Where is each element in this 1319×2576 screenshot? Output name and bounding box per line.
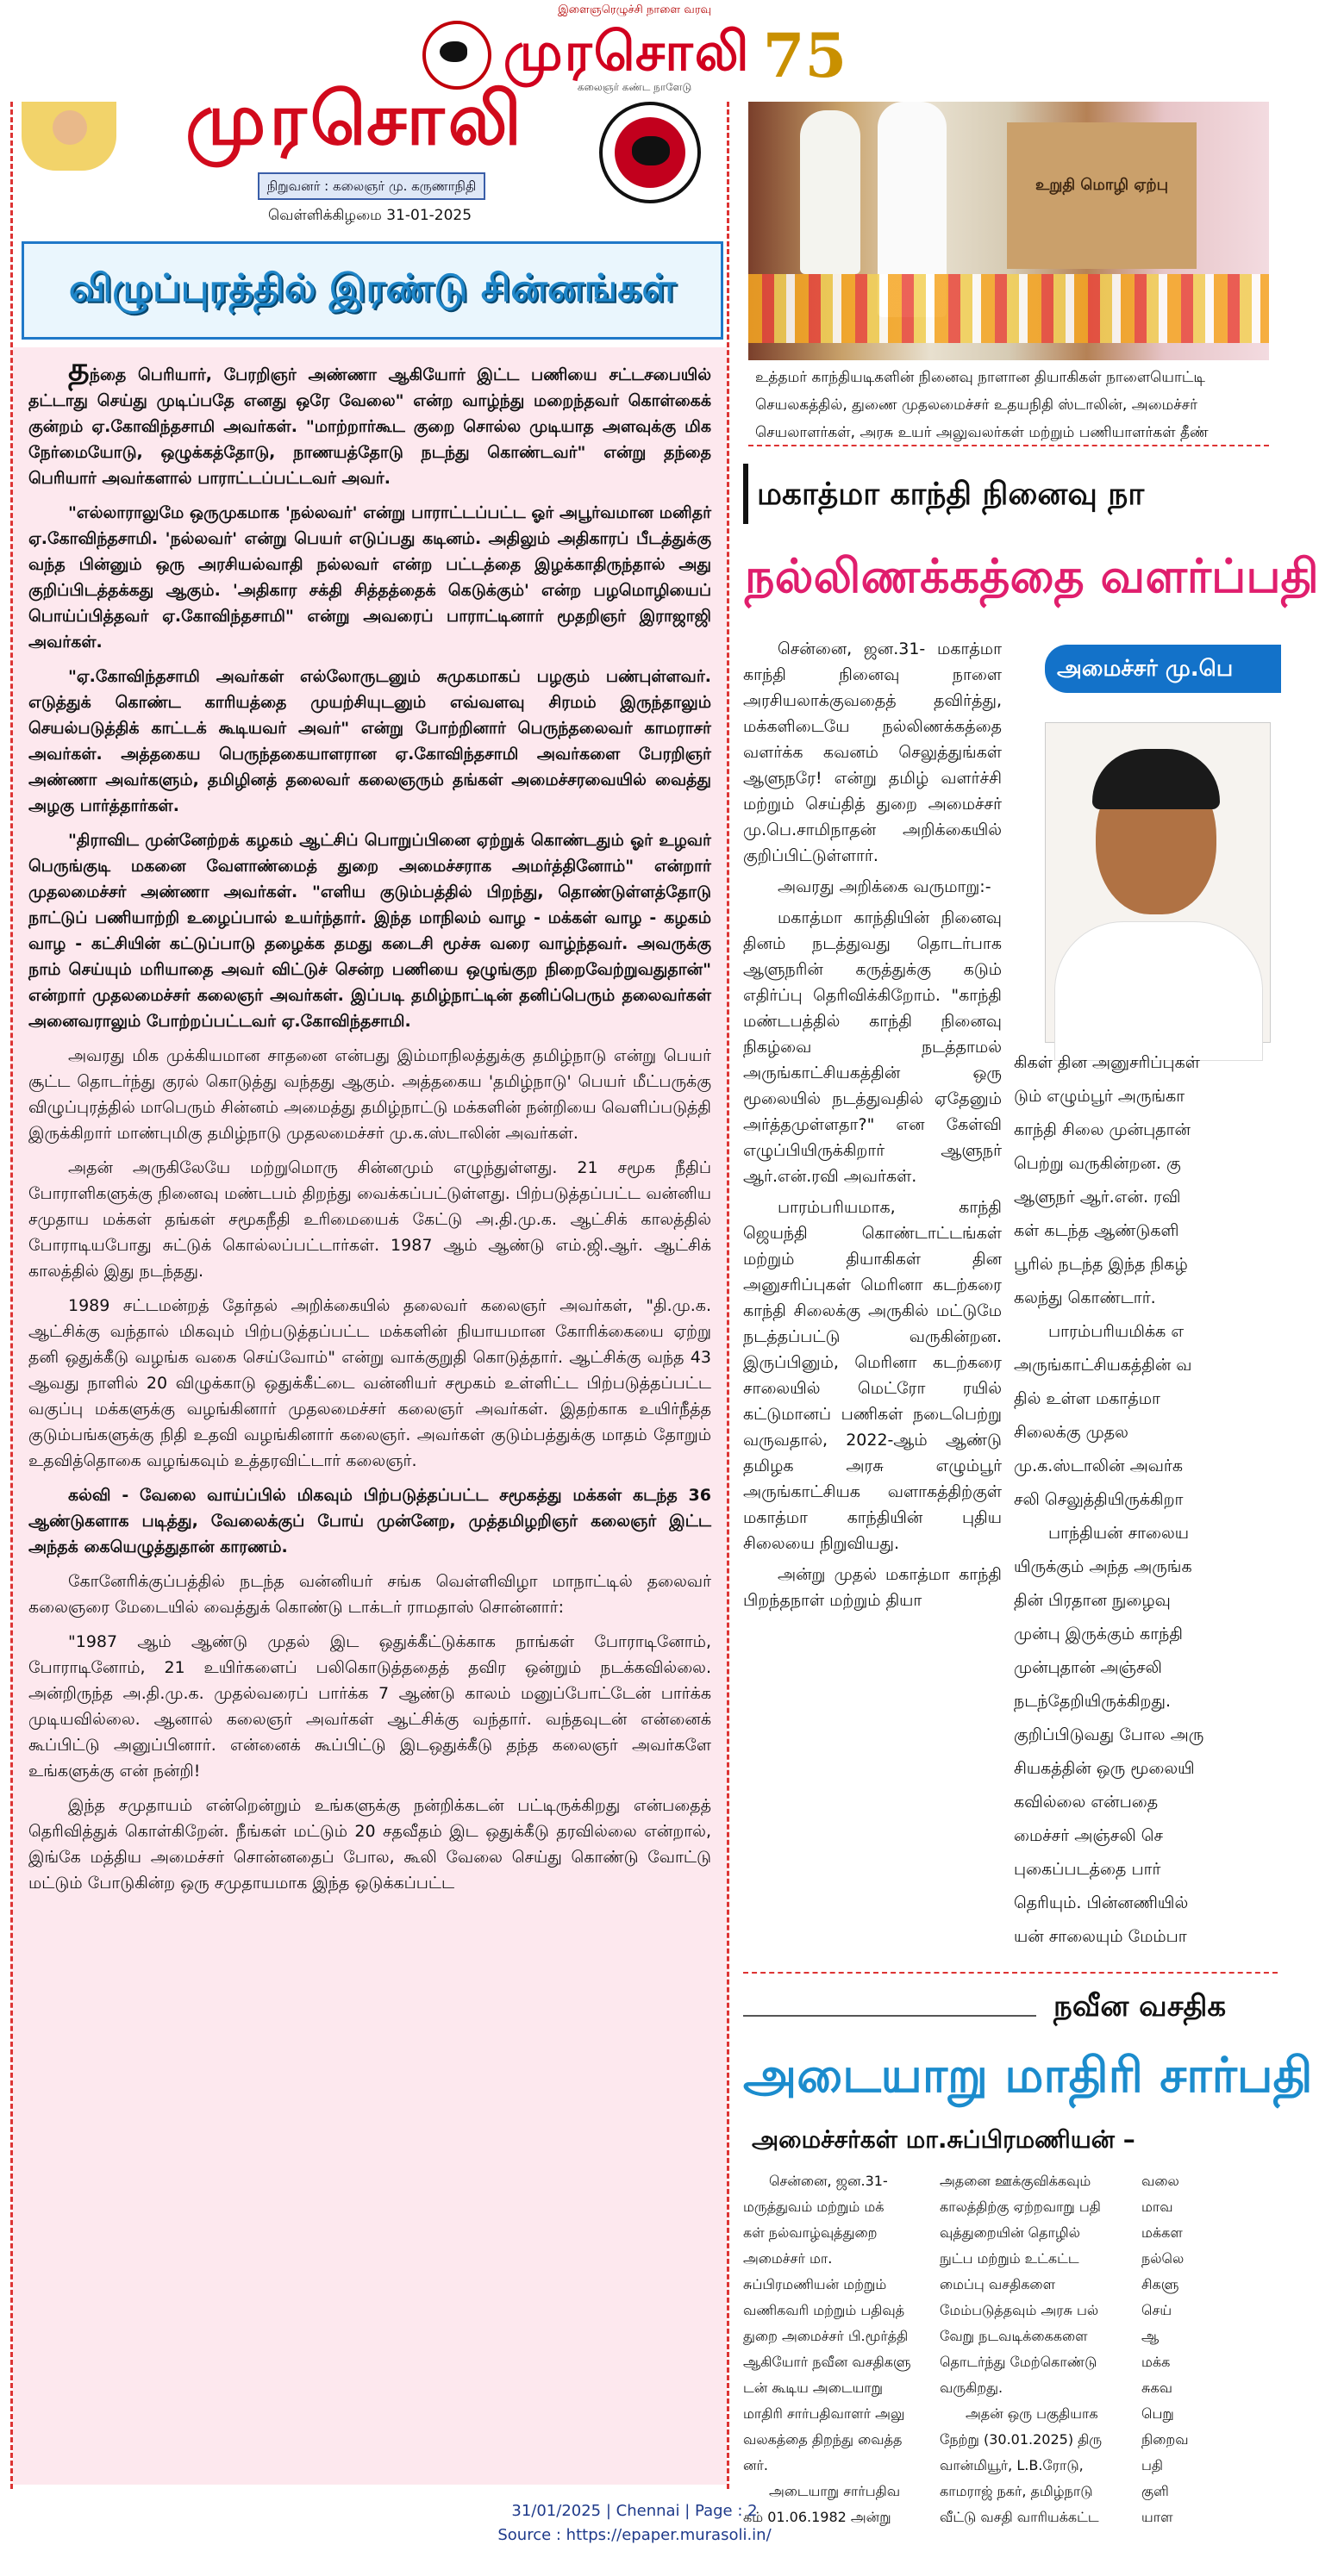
editorial-paragraph: "ஏ.கோவிந்தசாமி அவர்கள் எல்லோருடனும் சுமுகமாகப் பழகும் பண்புள்ளவர். எடுத்துக் கொண்ட காரியத்தை முயற்சியுடனும் எவ்வளவு சிரமம் இருந்தாலும் செயல்படுத்திக் காட்டக் கூடியவர் அவர்" என்று போற்றினார் பெருந்தலைவர் காமராசர் அவர்கள். அத்தகைய பெருந்தகையாளரான ஏ.கோவிந்தசாமி அவர்களை பேரறிஞர் அண்ணா அவர்களும், தமிழினத் தலைவர் கலைஞரும் தங்கள் அமைச்சரவையில் வைத்து அழகு பார்த்தார்கள். [28, 667, 711, 815]
news-body-column-1[interactable] [743, 636, 1002, 1963]
news-line: சுகவ [1141, 2380, 1172, 2396]
news-line: யாள [1141, 2509, 1173, 2525]
editorial-paragraph: 1989 சட்டமன்றத் தேர்தல் அறிக்கையில் தலைவர் கலைஞர் அவர்கள், "தி.மு.க. ஆட்சிக்கு வந்தால் மிகவும் பிற்படுத்தப்பட்ட மக்களின் நியாயமான கோரிக்கையை ஏற்று தனி ஒதுக்கீடு வழங்க வகை செய்வோம்" என்று வாக்குறுதி கொடுத்தார். ஆட்சிக்கு வந்த 43 ஆவது நாளில் 20 விழுக்காடு ஒதுக்கீட்டை வன்னியர் சமூகம் உள்ளிட்ட பிற்படுத்தப்பட்ட வகுப்பு மக்களுக்கு வழங்கினார் முதலமைச்சர் கலைஞர் அவர்கள். இதற்காக உயிர்நீத்த குடும்பங்களுக்கு நிதி உதவி வழங்கினார் கலைஞர். அவர்கள் குடும்பத்துக்கு மாதம் தோறும் உதவித்தொகை வழங்கவும் உத்தரவிட்டார் கலைஞர். [28, 1296, 711, 1470]
news-line: அதனை ஊக்குவிக்கவும் [940, 2173, 1091, 2189]
editorial-headline[interactable]: விழுப்புரத்தில் இரண்டு சின்னங்கள் [22, 241, 723, 340]
editorial-paragraph: அவரது மிக முக்கியமான சாதனை என்பது இம்மாநிலத்துக்கு தமிழ்நாடு என்று பெயர் சூட்ட தொடர்ந்து குரல் கொடுத்து வந்தது ஆகும். அத்தகைய 'தமிழ்நாடு' பெயர் மீட்பருக்கு விழுப்புரத்தில் மாபெரும் சின்னம் அமைத்து தமிழ்நாட்டு மக்களின் நன்றியை வெளிப்படுத்தி இருக்கிறார் மாண்புமிகு தமிழ்நாடு முதலமைச்சர் மு.க.ஸ்டாலின் அவர்கள். [28, 1046, 711, 1143]
news-line: மருத்துவம் மற்றும் மக் [743, 2199, 885, 2215]
news-line: மைச்சர் அஞ்சலி செ [1014, 1826, 1164, 1845]
news-line: தில் உள்ள மகாத்மா [1014, 1389, 1160, 1408]
news-line: வலகத்தை திறந்து வைத்த [743, 2431, 903, 2448]
news-line: குளி [1141, 2483, 1169, 2499]
logo-subtitle: கலைஞர் கண்ட நாளேடு [577, 81, 692, 93]
news-paragraph: மகாத்மா காந்தியின் நினைவு தினம் நடத்துவது தொடர்பாக ஆளுநரின் கருத்துக்கு கடும் எதிர்ப்பு தெரிவிக்கிறோம். "காந்தி மண்டபத்தில் காந்தி நினைவு நிகழ்வை நடத்தாமல் அருங்காட்சியகத்தின் ஒரு மூலையில் நடத்துவதில் ஏதேனும் அர்த்தமுள்ளதா?" என கேள்வி எழுப்பியிருக்கிறார் ஆளுநர் ஆர்.என்.ரவி அவர்கள். [743, 908, 1002, 1186]
news-line: வுத்துறையின் தொழில் [940, 2224, 1080, 2241]
news-line: மாவ [1141, 2199, 1173, 2215]
news-line: பெறு [1141, 2405, 1174, 2422]
news-line: நிறைவ [1141, 2431, 1189, 2448]
news-line: தெரியும். பின்னணியில் [1014, 1893, 1189, 1912]
news-line: யன் சாலையும் மேம்பா [1014, 1927, 1187, 1946]
news-line: பதி [1141, 2457, 1164, 2473]
news-line: முன்பு இருக்கும் காந்தி [1014, 1625, 1183, 1644]
poet-illustration-icon [22, 102, 116, 171]
news-line: வேறு நடவடிக்கைகளை [940, 2328, 1088, 2344]
news-line: கிகள் தின அனுசரிப்புகள் [1014, 1053, 1200, 1072]
editorial-paragraph: இந்த சமுதாயம் என்றென்றும் உங்களுக்கு நன்றிக்கடன் பட்டிருக்கிறது என்பதைத் தெரிவித்துக் கொள்கிறேன். நீங்கள் மட்டும் 20 சதவீதம் இட ஒதுக்கீடு தரவில்லை என்றால், இங்கே மத்திய அமைச்சர் சொன்னதைப் போல, கூலி வேலை செய்து கொண்டு வோட்டு மட்டும் போடுகின்ற ஒரு சமுதாயமாக இந்த ஒடுக்கப்பட்ட [28, 1796, 711, 1893]
news-line: வணிகவரி மற்றும் பதிவுத் [743, 2302, 905, 2318]
pledge-board-text: உறுதி மொழி ஏற்பு [1035, 176, 1168, 194]
flower-decoration-icon [748, 274, 1269, 343]
section-heading-gandhi: மகாத்மா காந்தி நினைவு நா [743, 464, 1291, 524]
news-line: மேம்படுத்தவும் அரசு பல் [940, 2302, 1099, 2318]
news-line: சிகளு [1141, 2276, 1179, 2292]
news-line: ஆளுநர் ஆர்.என். ரவி [1014, 1188, 1181, 1207]
anniversary-badge: 75 [762, 19, 847, 91]
news-line: பாரம்பரியமிக்க எ [1048, 1322, 1185, 1341]
caption-line: செயலாளர்கள், அரசு உயர் அலுவலர்கள் மற்றும் பணியாளர்கள் தீண் [755, 424, 1209, 441]
news-line: னர். [743, 2457, 768, 2473]
news-line: அதன் ஒரு பகுதியாக [966, 2405, 1098, 2422]
news-line: கலந்து கொண்டார். [1014, 1288, 1156, 1307]
source-link[interactable]: Source : https://epaper.murasoli.in/ [497, 2526, 772, 2544]
editorial-paragraph: "எல்லாராலுமே ஒருமுகமாக 'நல்லவர்' என்று பாராட்டப்பட்ட ஓர் அபூர்வமான மனிதர் ஏ.கோவிந்தசாமி. 'நல்லவர்' என்று பெயர் எடுப்பது கடினம். அதிலும் அதிகாரப் பீடத்துக்கு வந்த பின்னும் ஒரு அரசியல்வாதி நல்லவர் என்ற பட்டத்தை இழக்காதிருந்தால் அது குறிப்பிடத்தக்கது ஆகும். 'அதிகார சக்தி சித்தத்தைக் கெடுக்கும்' என்ற பழமொழியைப் பொய்ப்பித்தவர் ஏ.கோவிந்தசாமி" என்று அவரைப் பாராட்டினார் மூதறிஞர் இராஜாஜி அவர்கள். [28, 503, 711, 652]
news-column [743, 102, 1319, 2525]
news-line: யிருக்கும் அந்த அருங்க [1014, 1557, 1192, 1576]
news-body-column-3c[interactable] [1141, 2170, 1269, 2525]
news-line: வலை [1141, 2173, 1179, 2189]
section-divider [743, 1972, 1278, 1974]
news-paragraph: சென்னை, ஜன.31- மகாத்மா காந்தி நினைவு நாளை அரசியலாக்குவதைத் தவிர்த்து, மக்களிடையே நல்லிணக்கத்தை வளர்க்க கவனம் செலுத்துங்கள் ஆளுநரே! என்று தமிழ் வளர்ச்சி மற்றும் செய்தித் துறை அமைச்சர் மு.பெ.சாமிநாதன் அறிக்கையில் குறிப்பிட்டுள்ளார். [743, 639, 1002, 865]
news-line: நுட்ப மற்றும் உட்கட்ட [940, 2250, 1079, 2267]
news-line: தின் பிரதான நுழைவு [1014, 1591, 1171, 1610]
news-line: ஆகியோர் நவீன வசதிகளு [743, 2354, 911, 2370]
editorial-paragraph: கல்வி - வேலை வாய்ப்பில் மிகவும் பிற்படுத்தப்பட்ட சமூகத்து மக்கள் கடந்த 36 ஆண்டுகளாக படித்து, வேலைக்குப் போய் முன்னேற, முத்தமிழறிஞர் கலைஞர் இட்ட அந்தக் கையெழுத்துதான் காரணம். [28, 1486, 711, 1556]
news-line: அருங்காட்சியகத்தின் வ [1014, 1356, 1192, 1375]
news-line: சிலைக்கு முதல [1014, 1423, 1128, 1442]
news-line: நல்லெ [1141, 2250, 1185, 2267]
pledge-board [1007, 122, 1197, 269]
masthead-title: முரசொலி [185, 76, 525, 161]
news-headline-adyar[interactable]: அடையாறு மாதிரி சார்பதி [743, 2047, 1313, 2104]
news-line: கம் 01.06.1982 அன்று [743, 2509, 891, 2525]
editorial-paragraph: அதன் அருகிலேயே மற்றுமொரு சின்னமும் எழுந்துள்ளது. 21 சமூக நீதிப் போராளிகளுக்கு நினைவு மண்டபம் திறந்து வைக்கப்பட்டுள்ளது. பிற்படுத்தப்பட்ட வன்னிய சமுதாய மக்கள் தங்கள் சமூகநீதி உரிமையைக் கேட்டு அ.தி.மு.க. ஆட்சிக் காலத்தில் போராடியபோது சுட்டுக் கொல்லப்பட்டார்கள். 1987 ஆம் ஆண்டு எம்.ஜி.ஆர். ஆட்சிக் காலத்தில் இது நடந்தது. [28, 1158, 711, 1281]
news-line: சென்னை, ஜன.31- [769, 2173, 888, 2189]
news-line: சியகத்தின் ஒரு மூலையி [1014, 1759, 1195, 1778]
news-line: காலத்திற்கு ஏற்றவாறு பதி [940, 2199, 1101, 2215]
news-line: டன் கூடிய அடையாறு [743, 2380, 884, 2396]
news-line: சுப்பிரமணியன் மற்றும் [743, 2276, 887, 2292]
news-line: கள் நல்வாழ்வுத்துறை [743, 2224, 878, 2241]
news-line: பூரில் நடந்த இந்த நிகழ் [1014, 1255, 1188, 1274]
news-line: குறிப்பிடுவது போல அரு [1014, 1725, 1204, 1744]
news-line: மக்க [1141, 2354, 1171, 2370]
news-body-column-3a[interactable] [743, 2170, 928, 2525]
news-line: நேற்று (30.01.2025) திரு [940, 2431, 1103, 2448]
page-footer [0, 2499, 1269, 2568]
minister-portrait [1045, 722, 1271, 1043]
logo-tagline: இளைஞரெழுச்சி நாளை வரவு [558, 3, 711, 16]
news-line: புகைப்படத்தை பார் [1014, 1860, 1161, 1879]
news-line: நடந்தேறியிருக்கிறது. [1014, 1692, 1171, 1711]
news-line: காமராஜ் நகர், தமிழ்நாடு [940, 2483, 1093, 2499]
editorial-paragraph: "திராவிட முன்னேற்றக் கழகம் ஆட்சிப் பொறுப்பினை ஏற்றுக் கொண்டதும் ஓர் உழவர் பெருங்குடி மகனை வேளாண்மைத் துறை அமைச்சராக அமர்த்தினோம்" என்றார் முதலமைச்சர் அண்ணா அவர்கள். "எளிய குடும்பத்தில் பிறந்து, தொண்டுள்ளத்தோடு நாட்டுப் பணியாற்றி உழைப்பால் உயர்ந்தார். இந்த மாநிலம் வாழ - மக்கள் வாழ - கழகம் வாழ - கட்சியின் கட்டுப்பாடு தழைக்க தமது கடைசி மூச்சு வரை வாழ்ந்தவர். அவருக்கு நாம் செய்யும் மரியாதை அவர் விட்டுச் சென்ற பணியை ஒழுங்குற நிறைவேற்றுவதுதான்" என்றார் முதலமைச்சர் கலைஞர் அவர்கள். இப்படி தமிழ்நாட்டின் தனிப்பெரும் தலைவர்கள் அனைவராலும் போற்றப்பட்டவர் ஏ.கோவிந்தசாமி. [28, 831, 711, 1031]
news-paragraph: பாரம்பரியமாக, காந்தி ஜெயந்தி கொண்டாட்டங்கள் மற்றும் தியாகிகள் தின அனுசரிப்புகள் மெரினா கடற்கரை காந்தி சிலைக்கு அருகில் மட்டுமே நடத்தப்பட்டு வருகின்றன. இருப்பினும், மெரினா கடற்கரை சாலையில் மெட்ரோ ரயில் கட்டுமானப் பணிகள் நடைபெற்று வருவதால், 2022-ஆம் ஆண்டு தமிழக அரசு எழும்பூர் அருங்காட்சியக வளாகத்திற்குள் மகாத்மா காந்தியின் புதிய சிலையை நிறுவியது. [743, 1198, 1002, 1553]
caption-line: செயலகத்தில், துணை முதலமைச்சர் உதயநிதி ஸ்டாலின், அமைச்சர் [755, 396, 1198, 414]
issue-date: வெள்ளிக்கிழமை 31-01-2025 [267, 207, 472, 224]
news-line: கள் கடந்த ஆண்டுகளி [1014, 1221, 1179, 1240]
portrait-body-icon [1054, 921, 1263, 1061]
news-line: செய் [1141, 2302, 1172, 2318]
portrait-hair-icon [1092, 749, 1220, 809]
editorial-paragraph: தந்தை பெரியார், பேரறிஞர் அண்ணா ஆகியோர் இட்ட பணியை சட்டசபையில் தட்டாது செய்து முடிப்பதே எனது ஒரே வேலை" என்ற வாழ்ந்து மறைந்தவர் கொள்கைக் குன்றம் ஏ.கோவிந்தசாமி அவர்கள். "மாற்றார்கூட குறை சொல்ல முடியாத அளவுக்கு மிக நேர்மையோடு, ஒழுக்கத்தோடு, நாணயத்தோடு நடந்து கொண்டவர்" என்று தந்தை பெரியார் அவர்களால் பாராட்டப்பட்டவர் அவர். [28, 350, 711, 488]
news-line: துறை அமைச்சர் பி.மூர்த்தி [743, 2328, 909, 2344]
news-line: மு.க.ஸ்டாலின் அவர்க [1014, 1456, 1183, 1475]
page-info: 31/01/2025 | Chennai | Page : 2 [511, 2502, 758, 2520]
caption-line: உத்தமர் காந்தியடிகளின் நினைவு நாளான தியாகிகள் நாளையொட்டி [755, 369, 1205, 386]
news-line: பாந்தியன் சாலைய [1048, 1524, 1190, 1543]
news-line: தொடர்ந்து மேற்கொண்டு [940, 2354, 1097, 2370]
party-emblem-icon [599, 102, 701, 203]
news-line: ஆ [1141, 2328, 1160, 2344]
news-line: காந்தி சிலை முன்புதான் [1014, 1120, 1191, 1139]
news-line: வீட்டு வசதி வாரியக்கட்ட [940, 2509, 1099, 2525]
editorial-paragraph: "1987 ஆம் ஆண்டு முதல் இட ஒதுக்கீட்டுக்காக நாங்கள் போராடினோம், போராடினோம், 21 உயிர்களைப் பலிகொடுத்ததைத் தவிர ஒன்றும் நடக்கவில்லை. அன்றிருந்த அ.தி.மு.க. முதல்வரைப் பார்க்க 7 ஆண்டு காலம் மனுப்போட்டேன் பார்க்க முடியவில்லை. ஆனால் கலைஞர் அவர்கள் ஆட்சிக்கு வந்தார். வந்தவுடன் என்னைக் கூப்பிட்டு அனுப்பினார். என்னைக் கூப்பிட்டு இடஒதுக்கீடு தந்த கலைஞர் அவர்களே உங்களுக்கு என் நன்றி! [28, 1632, 711, 1781]
news-paragraph: அவரது அறிக்கை வருமாறு:- [778, 877, 991, 896]
news-line: அடையாறு சார்பதிவ [769, 2483, 901, 2499]
news-line: வருகிறது. [940, 2380, 1003, 2396]
event-photo[interactable] [748, 102, 1269, 360]
news-line: வான்மியூர், L.B.ரோடு, [940, 2457, 1084, 2473]
news-line: சலி செலுத்தியிருக்கிறா [1014, 1490, 1184, 1509]
editorial-body[interactable] [13, 347, 727, 2485]
founder-label: நிறுவனர் : கலைஞர் மு. கருணாநிதி [258, 172, 485, 200]
news-line: மாதிரி சார்பதிவாளர் அலு [743, 2405, 905, 2422]
minister-tag: அமைச்சர் மு.பெ [1045, 645, 1281, 693]
news-body-column-2[interactable] [1014, 1050, 1269, 1963]
section-heading-facilities: நவீன வசதிக [743, 1980, 1278, 2032]
news-subheadline-ministers: அமைச்சர்கள் மா.சுப்பிரமணியன் – [752, 2125, 1135, 2154]
news-line: மைப்பு வசதிகளை [940, 2276, 1056, 2292]
news-line: அமைச்சர் மா. [743, 2250, 833, 2267]
news-line: டும் எழும்பூர் அருங்கா [1014, 1087, 1185, 1106]
news-body-column-3b[interactable] [940, 2170, 1129, 2525]
news-line: முன்புதான் அஞ்சலி [1014, 1658, 1162, 1677]
news-line: பெற்று வருகின்றன. கு [1014, 1154, 1181, 1173]
editorial-paragraph: கோனேரிக்குப்பத்தில் நடந்த வன்னியர் சங்க வெள்ளிவிழா மாநாட்டில் தலைவர் கலைஞரை மேடையில் வைத்துக் கொண்டு டாக்டர் ராமதாஸ் சொன்னார்: [28, 1572, 711, 1617]
news-line: கவில்லை என்பதை [1014, 1793, 1159, 1812]
news-paragraph: அன்று முதல் மகாத்மா காந்தி பிறந்தநாள் மற்றும் தியா [743, 1565, 1002, 1610]
news-headline-harmony[interactable]: நல்லிணக்கத்தை வளர்ப்பதி [745, 548, 1319, 603]
brand-name: முரசொலி [503, 20, 751, 83]
photo-caption [748, 360, 1269, 446]
news-line: மக்கள [1141, 2224, 1183, 2241]
person-figure-icon [800, 110, 860, 274]
